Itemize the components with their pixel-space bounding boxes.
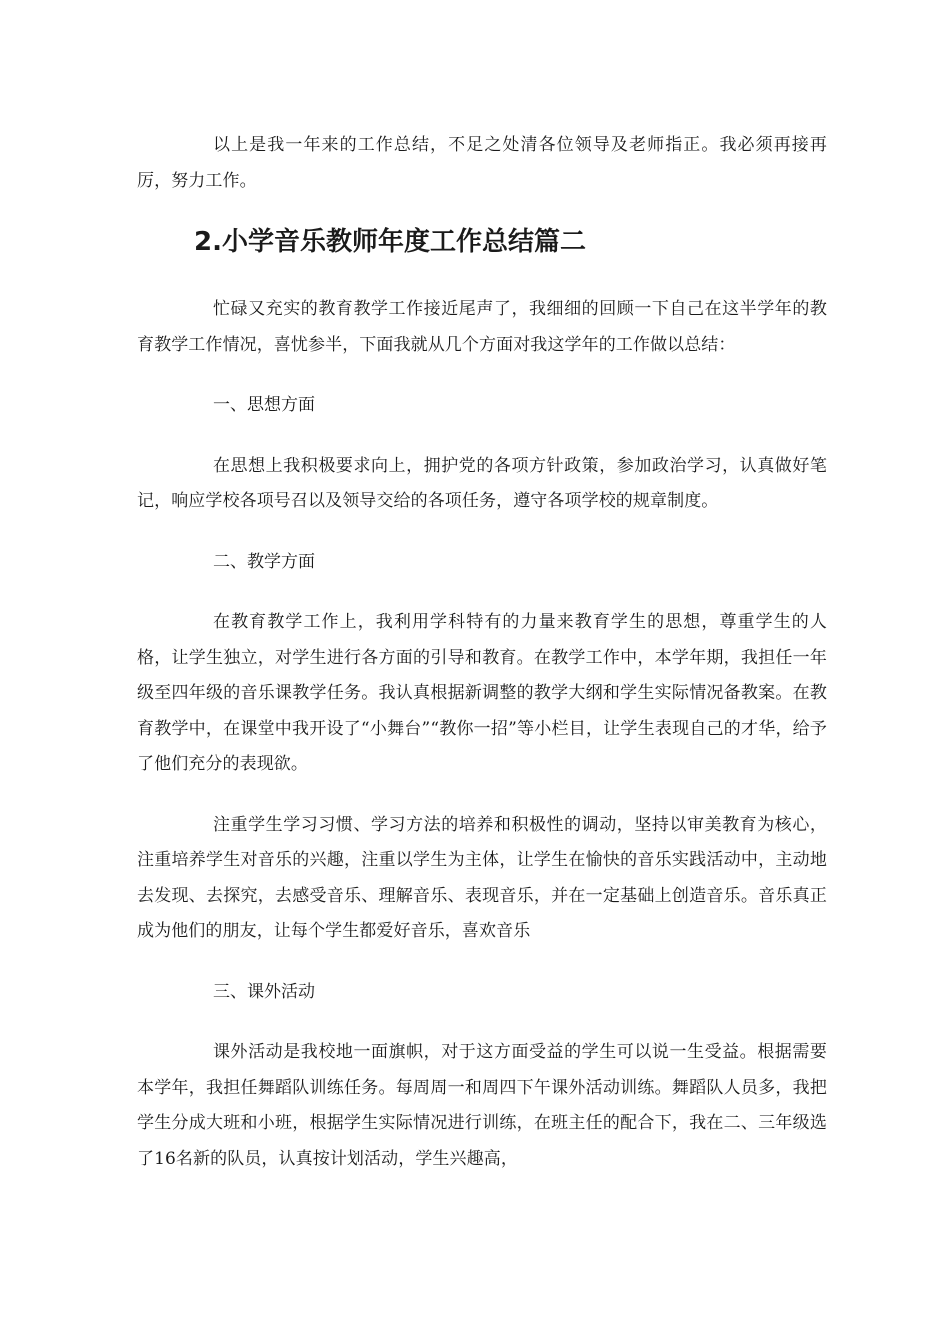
- paragraph-teaching: 在教育教学工作上，我利用学科特有的力量来教育学生的思想，尊重学生的人格，让学生独立，对学生进行各方面的引导和教育。在教学工作中，本学年期，我担任一年级至四年级的音乐课教学任务。我认真根据新调整的教学大纲和学生实际情况备教案。在教育教学中，在课堂中我开设了“小舞台”“教你一招”等小栏目，让学生表现自己的才华，给予了他们充分的表现欲。: [137, 612, 827, 774]
- paragraph-activities: 课外活动是我校地一面旗帜，对于这方面受益的学生可以说一生受益。根据需要本学年，我担任舞蹈队训练任务。每周周一和周四下午课外活动训练。舞蹈队人员多，我把学生分成大班和小班，根据学生实际情况进行训练，在班主任的配合下，我在二、三年级选了16名新的队员，认真按计划活动，学生兴趣高，: [137, 1042, 827, 1169]
- paragraph-thought: 在思想上我积极要求向上，拥护党的各项方针政策，参加政治学习，认真做好笔记，响应学校各项号召以及领导交给的各项任务，遵守各项学校的规章制度。: [137, 455, 827, 511]
- subheading-activities: 三、课外活动: [213, 981, 315, 1002]
- paragraph-intro: 忙碌又充实的教育教学工作接近尾声了，我细细的回顾一下自己在这半学年的教育教学工作情况，喜忧参半，下面我就从几个方面对我这学年的工作做以总结：: [137, 299, 827, 355]
- document-page: [137, 128, 827, 1177]
- subheading-teaching: 二、教学方面: [213, 551, 315, 572]
- section-title: 2.小学音乐教师年度工作总结篇二: [194, 227, 586, 257]
- subheading-thought: 一、思想方面: [213, 395, 315, 415]
- paragraph-closing: 以上是我一年来的工作总结，不足之处清各位领导及老师指正。我必须再接再厉，努力工作。: [137, 135, 827, 191]
- paragraph-aesthetic: 注重学生学习习惯、学习方法的培养和积极性的调动，坚持以审美教育为核心，注重培养学生对音乐的兴趣，注重以学生为主体，让学生在愉快的音乐实践活动中，主动地去发现、去探究，去感受音乐、理解音乐、表现音乐，并在一定基础上创造音乐。音乐真正成为他们的朋友，让每个学生都爱好音乐，喜欢音乐: [137, 814, 827, 941]
